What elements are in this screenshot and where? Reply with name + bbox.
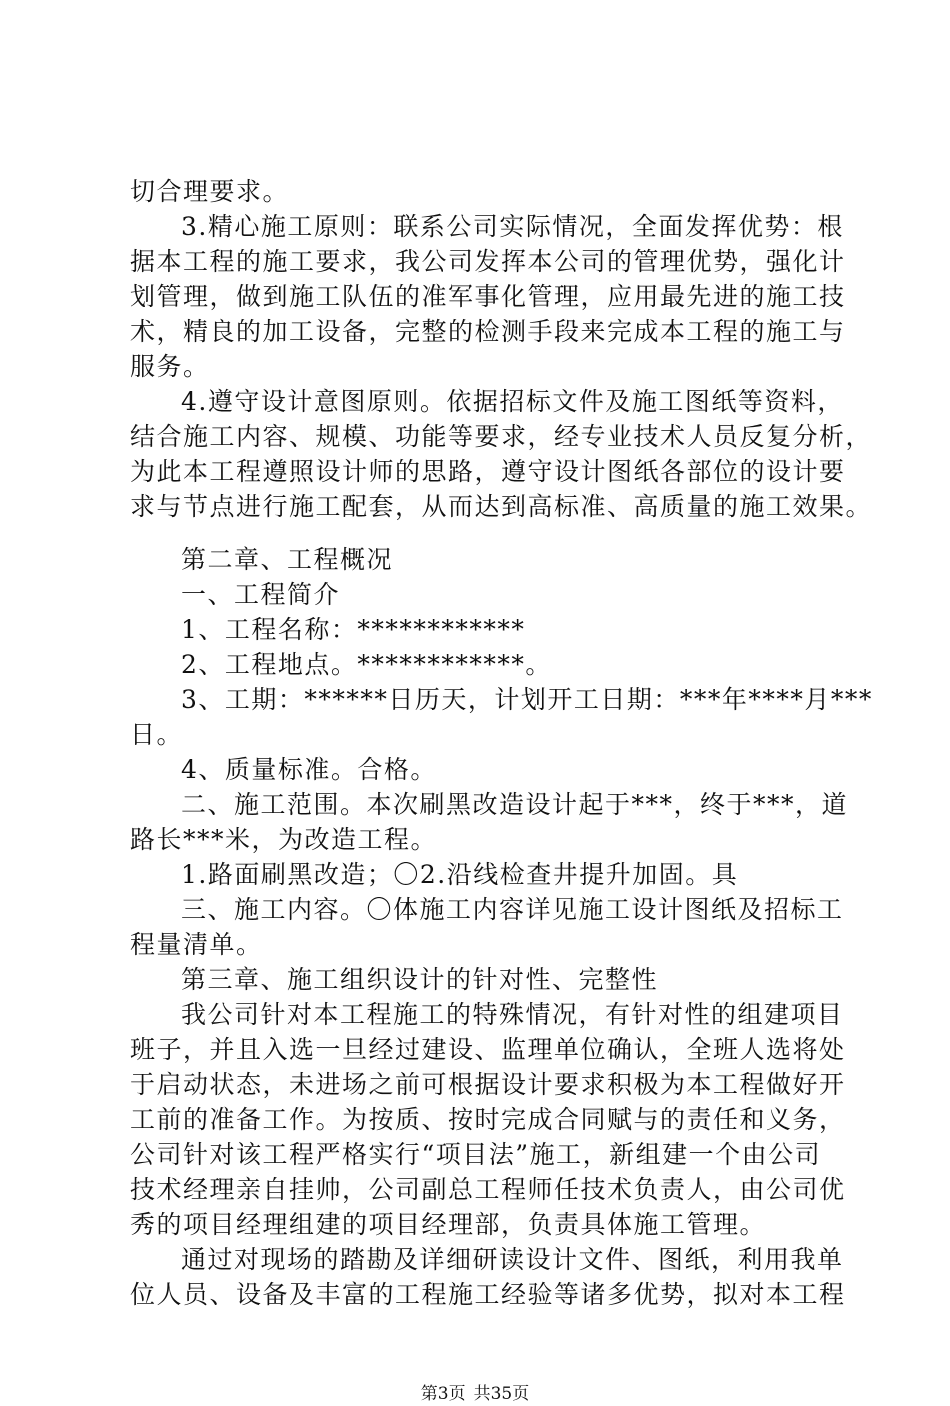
- text-line: 结合施工内容、规模、功能等要求，经专业技术人员反复分析，: [130, 422, 873, 451]
- section-heading: 一、工程简介: [181, 580, 341, 609]
- text-line: 路长***米，为改造工程。: [130, 825, 438, 854]
- text-line: 秀的项目经理组建的项目经理部，负责具体施工管理。: [130, 1210, 767, 1239]
- text-line: 2、工程地点。************。: [181, 650, 552, 679]
- text-line: 班子，并且入选一旦经过建设、监理单位确认，全班人选将处: [130, 1035, 846, 1064]
- text-line: 技术经理亲自挂帅，公司副总工程师任技术负责人，由公司优: [130, 1175, 846, 1204]
- text-line: 划管理，做到施工队伍的准军事化管理，应用最先进的施工技: [130, 282, 846, 311]
- text-line: 术，精良的加工设备，完整的检测手段来完成本工程的施工与: [130, 317, 846, 346]
- text-line: 日。: [130, 720, 184, 749]
- chapter-heading: 第二章、工程概况: [181, 545, 394, 574]
- chapter-heading: 第三章、施工组织设计的针对性、完整性: [181, 965, 659, 994]
- text-line: 4.遵守设计意图原则。依据招标文件及施工图纸等资料，: [181, 387, 844, 416]
- text-line: 切合理要求。: [130, 177, 290, 206]
- text-line: 4、质量标准。合格。: [181, 755, 437, 784]
- page-number: 第3页: [420, 1384, 466, 1404]
- text-line: 我公司针对本工程施工的特殊情况，有针对性的组建项目: [181, 1000, 844, 1029]
- text-line: 通过对现场的踏勘及详细研读设计文件、图纸，利用我单: [181, 1245, 844, 1274]
- section-heading: 二、施工范围。本次刷黑改造设计起于***，终于***，道: [181, 790, 849, 819]
- text-line: 位人员、设备及丰富的工程施工经验等诸多优势，拟对本工程: [130, 1280, 846, 1309]
- text-line: 3.精心施工原则：联系公司实际情况，全面发挥优势：根: [181, 212, 844, 241]
- text-line: 1、工程名称：************: [181, 615, 526, 644]
- text-line: 服务。: [130, 352, 210, 381]
- text-line: 据本工程的施工要求，我公司发挥本公司的管理优势，强化计: [130, 247, 846, 276]
- text-line: 工前的准备工作。为按质、按时完成合同赋与的责任和义务，: [130, 1105, 846, 1134]
- text-line: 为此本工程遵照设计师的思路，遵守设计图纸各部位的设计要: [130, 457, 846, 486]
- text-line: 程量清单。: [130, 930, 263, 959]
- section-heading: 三、施工内容。〇体施工内容详见施工设计图纸及招标工: [181, 895, 844, 924]
- text-line: 3、工期：******日历天，计划开工日期：***年****月***: [181, 685, 873, 714]
- text-line: 于启动状态，未进场之前可根据设计要求积极为本工程做好开: [130, 1070, 846, 1099]
- text-line: 公司针对该工程严格实行“项目法”施工，新组建一个由公司: [130, 1140, 822, 1169]
- text-line: 1.路面刷黑改造；〇2.沿线检查井提升加固。具: [181, 860, 739, 889]
- page-footer: [0, 1382, 950, 1406]
- page-total: 共35页: [473, 1384, 530, 1404]
- text-line: 求与节点进行施工配套，从而达到高标准、高质量的施工效果。: [130, 492, 873, 521]
